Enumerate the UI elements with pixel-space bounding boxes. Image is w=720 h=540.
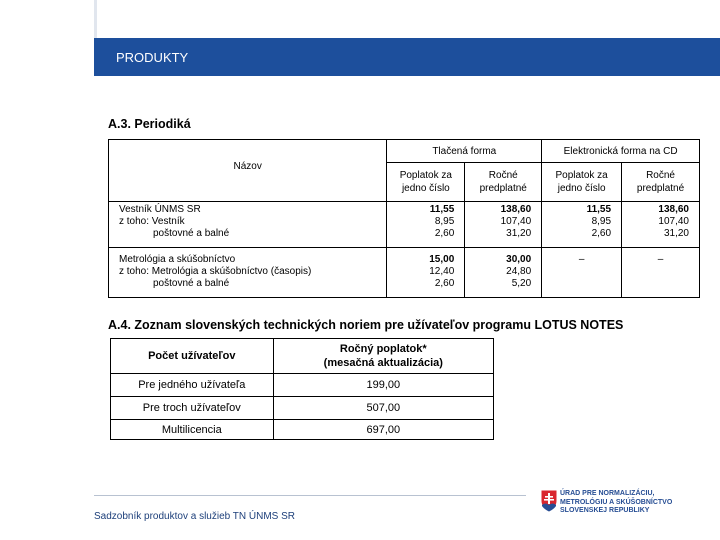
subheader-cd-fee: Poplatok za jedno číslo: [542, 163, 622, 202]
subheader-print-fee: Poplatok za jedno číslo: [387, 163, 465, 202]
subheader-print-annual: Ročné predplatné: [465, 163, 542, 202]
row-name-cell: Metrológia a skúšobníctvo z toho: Metrológia a skúšobníctvo (časopis) poštovné a balné: [109, 248, 387, 298]
table-row: [109, 202, 700, 248]
row-name-cell: Vestník ÚNMS SR z toho: Vestník poštovné a balné: [109, 202, 387, 248]
section-a3-title: A.3. Periodiká: [108, 117, 191, 131]
periodicals-table: [108, 139, 700, 298]
print-annual-cell: 138,60 107,40 31,20: [465, 202, 542, 248]
fee-cell: 199,00: [273, 374, 493, 397]
subheader-cd-annual: Ročné predplatné: [622, 163, 700, 202]
fee-cell: 697,00: [273, 420, 493, 440]
users-cell: Pre troch užívateľov: [111, 397, 274, 420]
decorative-vertical-line: [94, 0, 97, 38]
table-row: [111, 374, 494, 397]
cd-fee-cell: –: [542, 248, 622, 298]
group-header-print: Tlačená forma: [387, 140, 542, 163]
print-fee-cell: 11,55 8,95 2,60: [387, 202, 465, 248]
column-header-name: Názov: [109, 140, 387, 202]
cd-annual-cell: –: [622, 248, 700, 298]
logo-text: ÚRAD PRE NORMALIZÁCIU, METROLÓGIU A SKÚŠOBNÍCTVO SLOVENSKEJ REPUBLIKY: [560, 490, 673, 514]
footer-text: Sadzobník produktov a služieb TN ÚNMS SR: [94, 511, 296, 522]
print-annual-cell: 30,00 24,80 5,20: [465, 248, 542, 298]
users-cell: Multilicencia: [111, 420, 274, 440]
banner-title: PRODUKTY: [116, 49, 189, 65]
slovak-coat-of-arms-icon: [540, 489, 558, 513]
section-a4-title: A.4. Zoznam slovenských technických noriem pre užívateľov programu LOTUS NOTES: [108, 318, 624, 332]
column-header-users: Počet užívateľov: [111, 339, 274, 374]
users-cell: Pre jedného užívateľa: [111, 374, 274, 397]
section-banner: [94, 38, 720, 76]
table-row: [111, 397, 494, 420]
print-fee-cell: 15,00 12,40 2,60: [387, 248, 465, 298]
group-header-cd: Elektronická forma na CD: [542, 140, 700, 163]
cd-annual-cell: 138,60 107,40 31,20: [622, 202, 700, 248]
fee-cell: 507,00: [273, 397, 493, 420]
column-header-fee: Ročný poplatok* (mesačná aktualizácia): [273, 339, 493, 374]
table-row: [109, 248, 700, 298]
lotus-notes-table: [110, 338, 494, 440]
cd-fee-cell: 11,55 8,95 2,60: [542, 202, 622, 248]
footer-divider: [94, 495, 526, 496]
table-row: [111, 420, 494, 440]
